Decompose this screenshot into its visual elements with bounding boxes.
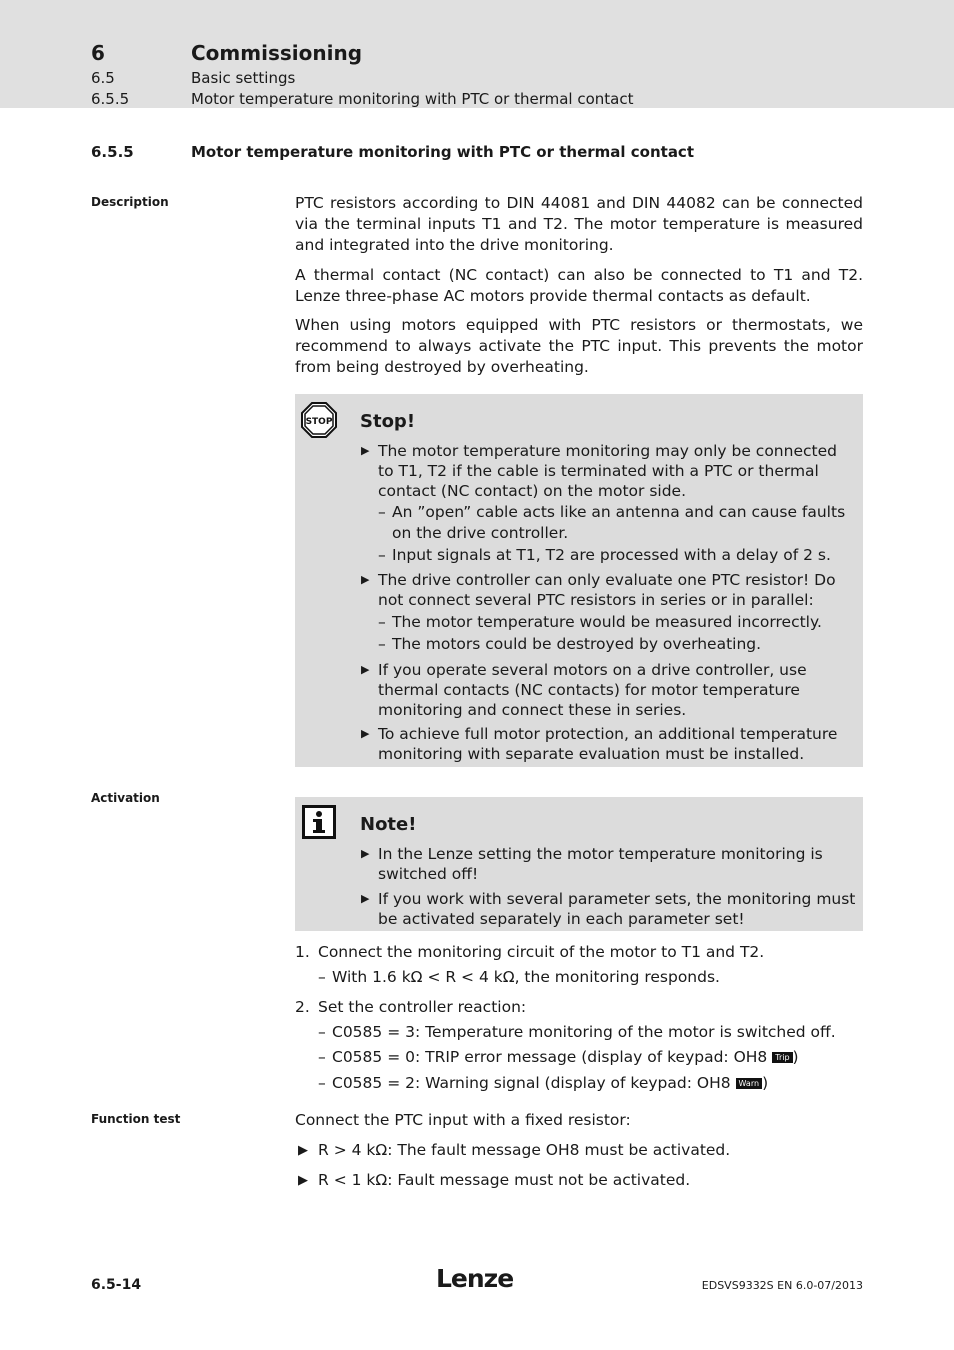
function-test-item-1 <box>295 1140 863 1161</box>
arrow-icon: ▶ <box>361 663 370 676</box>
stop-bullet-2 <box>361 570 856 610</box>
step-1-number: 1. <box>295 943 310 961</box>
stop-bullet-2-sub-2 <box>378 634 858 655</box>
stop-bullet-1-text: The motor temperature monitoring may only be connected to T1, T2 if the cable is terminated with a PTC or thermal contact (NC contact) on the motor side. <box>378 442 837 500</box>
stop-bullet-3 <box>361 660 856 720</box>
subchapter-number: 6.5 <box>91 69 115 87</box>
note-title: Note! <box>360 814 417 835</box>
section-number: 6.5.5 <box>91 143 134 161</box>
note-box <box>295 797 863 931</box>
activation-step-1-sub <box>318 967 863 988</box>
step-2-sub-2-close: ) <box>792 1048 799 1066</box>
stop-bullet-1 <box>361 441 856 501</box>
stop-bullet-2-sub-2-text: The motors could be destroyed by overheating. <box>392 635 762 653</box>
stop-bullet-4 <box>361 724 856 764</box>
step-1-text: Connect the monitoring circuit of the motor to T1 and T2. <box>318 943 765 961</box>
stop-bullet-1-sub-1 <box>378 502 858 544</box>
function-test-item-2-text: R < 1 kΩ: Fault message must not be activated. <box>318 1171 691 1189</box>
activation-step-1 <box>295 942 863 963</box>
lenze-logo: Lenze <box>436 1264 514 1293</box>
dash-icon: – <box>318 1023 326 1041</box>
subchapter-title: Basic settings <box>191 69 296 87</box>
note-bullet-2 <box>361 889 856 929</box>
chapter-title: Commissioning <box>191 41 363 65</box>
step-2-number: 2. <box>295 998 310 1016</box>
section-title-text: Motor temperature monitoring with PTC or thermal contact <box>191 143 694 161</box>
function-test-intro: Connect the PTC input with a fixed resistor: <box>295 1111 631 1129</box>
function-test-item-1-text: R > 4 kΩ: The fault message OH8 must be activated. <box>318 1141 731 1159</box>
activation-step-2-sub-3 <box>318 1073 863 1094</box>
subsubchapter-heading <box>91 90 634 108</box>
stop-icon <box>301 402 337 438</box>
arrow-icon: ▶ <box>361 573 370 586</box>
description-paragraph-2: A thermal contact (NC contact) can also be connected to T1 and T2. Lenze three-phase AC motors provide thermal contacts as default. <box>295 266 863 305</box>
description-paragraph-3: When using motors equipped with PTC resistors or thermostats, we recommend to always activate the PTC input. This prevents the motor from being destroyed by overheating. <box>295 316 863 376</box>
stop-box <box>295 394 863 767</box>
dash-icon: – <box>378 503 386 521</box>
dash-icon: – <box>318 1074 326 1092</box>
step-1-sub-text: With 1.6 kΩ < R < 4 kΩ, the monitoring responds. <box>332 968 720 986</box>
trip-display-badge: Trip <box>772 1052 792 1063</box>
stop-bullet-1-sub-2 <box>378 545 858 566</box>
info-icon <box>302 805 336 839</box>
subchapter-heading <box>91 69 295 87</box>
arrow-icon: ▶ <box>361 727 370 740</box>
note-bullet-1 <box>361 844 856 884</box>
dash-icon: – <box>378 546 386 564</box>
stop-bullet-4-text: To achieve full motor protection, an additional temperature monitoring with separate evaluation must be installed. <box>378 725 838 763</box>
stop-bullet-1-sub-2-text: Input signals at T1, T2 are processed with a delay of 2 s. <box>392 546 831 564</box>
description-paragraph-1: PTC resistors according to DIN 44081 and DIN 44082 can be connected via the terminal inputs T1 and T2. The motor temperature is measured and integrated into the drive monitoring. <box>295 194 863 254</box>
dash-icon: – <box>318 1048 326 1066</box>
chapter-number: 6 <box>91 41 105 65</box>
arrow-icon: ▶ <box>361 444 370 457</box>
stop-title: Stop! <box>360 411 416 432</box>
stop-bullet-2-sub-1 <box>378 612 858 633</box>
stop-bullet-2-sub-1-text: The motor temperature would be measured incorrectly. <box>392 613 822 631</box>
step-2-text: Set the controller reaction: <box>318 998 527 1016</box>
activation-step-2-sub-2 <box>318 1047 863 1068</box>
step-2-sub-2-text: C0585 = 0: TRIP error message (display of keypad: OH8 <box>332 1048 773 1066</box>
note-bullet-1-text: In the Lenze setting the motor temperature monitoring is switched off! <box>378 845 823 883</box>
step-2-sub-3-close: ) <box>762 1074 769 1092</box>
dash-icon: – <box>378 635 386 653</box>
arrow-icon: ▶ <box>361 892 370 905</box>
dash-icon: – <box>318 968 326 986</box>
note-bullet-2-text: If you work with several parameter sets, the monitoring must be activated separately in each parameter set! <box>378 890 856 928</box>
arrow-icon: ▶ <box>298 1173 308 1188</box>
warn-display-badge: Warn <box>736 1078 763 1089</box>
label-function-test: Function test <box>91 1112 181 1126</box>
page-number: 6.5-14 <box>91 1277 142 1293</box>
document-id: EDSVS9332S EN 6.0-07/2013 <box>701 1279 863 1292</box>
stop-bullet-1-sub-1-text: An ”open” cable acts like an antenna and can cause faults on the drive controller. <box>392 503 846 542</box>
step-2-sub-1-text: C0585 = 3: Temperature monitoring of the motor is switched off. <box>332 1023 836 1041</box>
stop-bullet-3-text: If you operate several motors on a drive controller, use thermal contacts (NC contacts) for motor temperature monitoring and connect these in series. <box>378 661 807 719</box>
chapter-heading <box>91 41 362 65</box>
step-2-sub-3-text: C0585 = 2: Warning signal (display of keypad: OH8 <box>332 1074 736 1092</box>
arrow-icon: ▶ <box>298 1143 308 1158</box>
arrow-icon: ▶ <box>361 847 370 860</box>
activation-step-2 <box>295 997 863 1018</box>
activation-step-2-sub-1 <box>318 1022 863 1043</box>
label-description: Description <box>91 195 169 209</box>
label-activation: Activation <box>91 791 160 805</box>
subsubchapter-title: Motor temperature monitoring with PTC or thermal contact <box>191 90 634 108</box>
stop-bullet-2-text: The drive controller can only evaluate one PTC resistor! Do not connect several PTC resistors in series or in parallel: <box>378 571 836 609</box>
dash-icon: – <box>378 613 386 631</box>
subsubchapter-number: 6.5.5 <box>91 90 130 108</box>
section-title <box>91 143 694 161</box>
function-test-item-2 <box>295 1170 863 1191</box>
stop-icon-text: STOP <box>305 417 333 427</box>
